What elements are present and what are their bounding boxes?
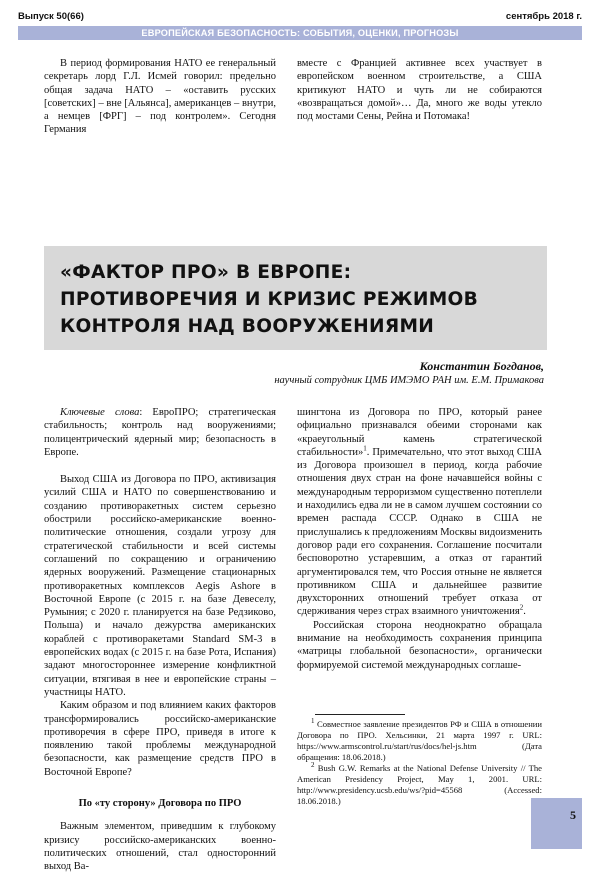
intro-left-text: В период формирования НАТО ее генеральный секретарь лорд Г.Л. Исмей говорил: предельно общая задача НАТО – «оставить русских [советских] – вне [Альянса], американцев – внутри, а немцев [ФРГ] – под контролем». Сегодня Германия — [44, 58, 276, 136]
body-paragraph: Каким образом и под влиянием каких факторов трансформировались российско-американские противоречия в сфере ПРО, приведя в итоге к появлению такой проблемы международной безопасности, как размещение средств ПРО в Восточной Европе? — [44, 700, 276, 778]
author-affiliation: научный сотрудник ЦМБ ИМЭМО РАН им. Е.М. Примакова — [274, 375, 544, 386]
footnote — [297, 719, 542, 763]
body-paragraph: Важным элементом, приведшим к глубокому кризису российско-американских военно-политических отношений, стал односторонний выход Ва- — [44, 821, 276, 873]
subheading: По «ту сторону» Договора по ПРО — [78, 798, 242, 810]
running-header — [18, 11, 582, 25]
title-line: «ФАКТОР ПРО» В ЕВРОПЕ: — [60, 262, 352, 283]
body-text: шингтона из Договора по ПРО, который ранее официально признавался обеими сторонами как «краеугольный камень стратегической стабильности» — [297, 407, 542, 458]
article-title — [60, 259, 540, 340]
body-paragraph: Выход США из Договора по ПРО, активизация усилий США и НАТО по совершенствованию и созданию противоракетных систем серьезно обострили российско-американские военно-политические отношения, создали угрозу для стратегической стабильности и всей системы соглашений по сокращению и ограничению ядерных вооружений. Размещение стационарных противоракетных комплексов Aegis Ashore в Восточной Европе (с 2015 г. на базе Девеселу, Румыния; с 2020 г. планируется на базе Редзиково, Польша) и начало дежурства американских кораблей с противоракетами Standard SM-3 в европейских водах (с 2015 г. на базе Рота, Испания) задают многостороннее измерение конфликтной ситуации, втягивая в нее и европейские страны – участницы НАТО. — [44, 474, 276, 698]
body-left-column — [44, 406, 276, 874]
body-paragraph: Российская сторона неоднократно обращала внимание на необходимость сохранения принципа «матрицы глобальной безопасности», органически формируемой системой международных соглаше- — [297, 619, 542, 671]
footnote-number: 2 — [311, 761, 315, 770]
footnote — [297, 763, 542, 807]
footnote-text: Bush G.W. Remarks at the National Defense University // The American Presidency Project, May 1, 2001. URL: http://www.presidency.ucsb.edu/ws/?pid=45568 (Accessed: 18.06.2018.) — [297, 763, 542, 806]
intro-left-column — [44, 57, 276, 137]
intro-right-text: вместе с Францией активнее всех участвует в европейском военном строительстве, а США критикуют НАТО и чуть ли не собираются «возвращаться домой»… Да, много же воды утекло под мостами Сены, Рейна и Потомака! — [297, 58, 542, 123]
footnote-ref[interactable]: 2 — [519, 603, 524, 612]
footnote-text: Совместное заявление президентов РФ и США в отношении Договора по ПРО. Хельсинки, 21 марта 1997 г. URL: https://www.armscontrol.ru/start/rus/docs/hel-js.htm (Дата обращения: 18.06.2018.) — [297, 719, 542, 762]
title-line: КОНТРОЛЯ НАД ВООРУЖЕНИЯМИ — [60, 316, 435, 337]
body-text: . Примечательно, что этот выход США из Договора произошел в период, когда рабочие отношения двух стран на фоне начавшейся войны с международным терроризмом существенно потеплели и находились едва ли не в самом лучшем состоянии со времен распада СССР. Однако в США не прислушались к предложениям Москвы видоизменить договор ради его сохранения. Соглашение посчитали бесповоротно устаревшим, а отказ от гарантий аргументировался тем, что Россия отныне не является противником США и дальнейшее развитие двухсторонних отношений требует отказа от сдерживания через страх взаимного уничтожения — [297, 446, 542, 618]
footnotes — [297, 719, 542, 807]
page-number: 5 — [570, 808, 576, 822]
body-text: . — [523, 606, 526, 618]
author-name: Константин Богданов, — [419, 359, 544, 373]
footnote-ref[interactable]: 1 — [363, 444, 367, 453]
body-right-column — [297, 406, 542, 672]
page-number-box — [531, 798, 582, 849]
keywords-text: : ЕвроПРО; стратегическая стабильность; контроль над вооружениями; полицентрический ядерный мир; безопасность в Европе. — [44, 407, 277, 458]
intro-right-column — [297, 57, 542, 123]
footnote-divider — [315, 714, 405, 715]
section-banner: ЕВРОПЕЙСКАЯ БЕЗОПАСНОСТЬ: СОБЫТИЯ, ОЦЕНКИ, ПРОГНОЗЫ — [18, 26, 582, 40]
footnote-number: 1 — [311, 717, 315, 726]
keywords — [44, 406, 276, 459]
title-line: ПРОТИВОРЕЧИЯ И КРИЗИС РЕЖИМОВ — [60, 289, 479, 310]
body-paragraph — [297, 406, 542, 619]
issue-date: сентябрь 2018 г. — [505, 11, 582, 22]
issue-number: Выпуск 50(66) — [18, 11, 84, 22]
keywords-label: Ключевые слова — [60, 407, 140, 418]
